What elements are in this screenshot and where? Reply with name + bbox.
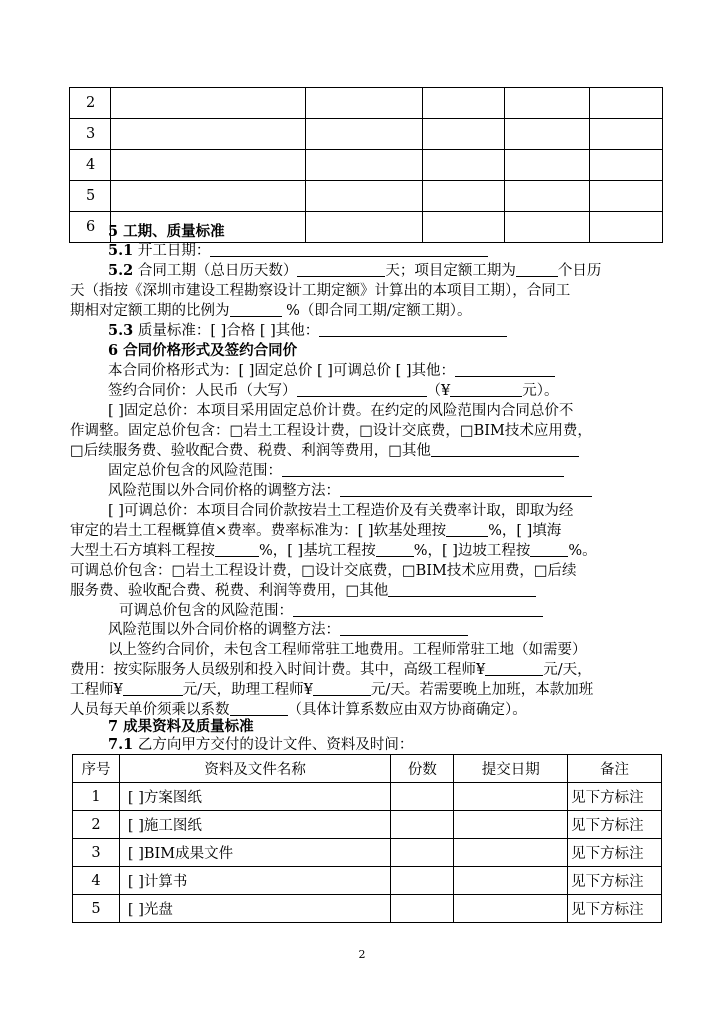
fixed-risk-line: 固定总价包含的风险范围： bbox=[0, 460, 724, 482]
column-header: 提交日期 bbox=[454, 755, 568, 783]
table-row bbox=[73, 839, 662, 867]
submit-date-cell bbox=[454, 839, 568, 867]
copies-cell bbox=[391, 783, 454, 811]
row-number: 6 bbox=[70, 212, 111, 243]
adj-line5: 服务费、验收配合费、税费、利润等费用，□其他 bbox=[0, 580, 724, 602]
top-table bbox=[69, 87, 663, 243]
total-days-blank[interactable] bbox=[297, 260, 385, 277]
table-row bbox=[70, 150, 663, 181]
column-header: 备注 bbox=[568, 755, 662, 783]
table-cell bbox=[305, 88, 423, 119]
document-name: [ ]光盘 bbox=[119, 895, 391, 923]
fixed-adjust-line: 风险范围以外合同价格的调整方法： bbox=[0, 480, 724, 502]
row-number: 4 bbox=[73, 867, 120, 895]
section6-heading: 6 合同价格形式及签约合同价 bbox=[108, 342, 298, 359]
amount-figure-blank[interactable] bbox=[450, 380, 522, 397]
extra-line1: 以上签约合同价，未包含工程师常驻工地费用。工程师常驻工地（如需要） bbox=[108, 642, 587, 658]
adj-line3: 大型土石方填料工程按 %，[ ]基坑工程按 %，[ ]边坡工程按 %。 bbox=[0, 540, 724, 562]
table-cell bbox=[110, 150, 305, 181]
extra-line2: 费用：按实际服务人员级别和投入时间计费。其中，高级工程师¥ 元/天， bbox=[0, 659, 724, 681]
row-number: 3 bbox=[73, 839, 120, 867]
extra-line3: 工程师¥ 元/天，助理工程师¥ 元/天。若需要晚上加班，本款加班 bbox=[0, 679, 724, 701]
column-header: 序号 bbox=[73, 755, 120, 783]
document-name: [ ]施工图纸 bbox=[119, 811, 391, 839]
table-row bbox=[73, 811, 662, 839]
adj-adjust-blank[interactable] bbox=[340, 619, 468, 636]
column-header: 份数 bbox=[391, 755, 454, 783]
table-cell bbox=[305, 181, 423, 212]
table-cell bbox=[110, 119, 305, 150]
adj-line1: [ ]可调总价：本项目合同价款按岩土工程造价及有关费率计取，即取为经 bbox=[108, 503, 574, 519]
sign-line: 签约合同价：人民币（大写） （¥ 元）。 bbox=[0, 380, 724, 402]
section5-heading: 5 工期、质量标准 bbox=[108, 223, 225, 240]
remark-cell: 见下方标注 bbox=[568, 895, 662, 923]
table-cell bbox=[505, 88, 590, 119]
table-cell bbox=[590, 88, 663, 119]
table-cell bbox=[590, 119, 663, 150]
table-row bbox=[70, 88, 663, 119]
form-line: 本合同价格形式为：[ ]固定总价 [ ]可调总价 [ ]其他： bbox=[0, 360, 724, 382]
table-row bbox=[70, 119, 663, 150]
remark-cell: 见下方标注 bbox=[568, 867, 662, 895]
assistant-rate-blank[interactable] bbox=[313, 679, 371, 696]
remark-cell: 见下方标注 bbox=[568, 811, 662, 839]
deliverables-table bbox=[72, 754, 662, 923]
submit-date-cell bbox=[454, 783, 568, 811]
document-name: [ ]计算书 bbox=[119, 867, 391, 895]
extra-line4: 人员每天单价须乘以系数 （具体计算系数应由双方协商确定）。 bbox=[0, 699, 724, 721]
pit-rate-blank[interactable] bbox=[376, 540, 414, 557]
form-other-blank[interactable] bbox=[455, 360, 555, 377]
s51-line: 5.1 开工日期： bbox=[0, 240, 724, 262]
table-cell bbox=[423, 119, 505, 150]
quota-days-blank[interactable] bbox=[516, 260, 558, 277]
s52-line2: 天（指按《深圳市建设工程勘察设计工期定额》计算出的本项目工期），合同工 bbox=[70, 283, 571, 299]
slope-rate-blank[interactable] bbox=[530, 540, 568, 557]
copies-cell bbox=[391, 867, 454, 895]
table-cell bbox=[305, 119, 423, 150]
row-number: 4 bbox=[70, 150, 111, 181]
soft-rate-blank[interactable] bbox=[446, 520, 488, 537]
document-name: [ ]BIM成果文件 bbox=[119, 839, 391, 867]
quality-other-blank[interactable] bbox=[319, 320, 507, 337]
senior-rate-blank[interactable] bbox=[485, 659, 543, 676]
submit-date-cell bbox=[454, 811, 568, 839]
table-cell bbox=[423, 88, 505, 119]
section7-heading: 7 成果资料及质量标准 bbox=[108, 718, 254, 735]
adj-line4: 可调总价包含：□岩土工程设计费，□设计交底费，□BIM技术应用费，□后续 bbox=[70, 563, 577, 579]
ratio-blank[interactable] bbox=[230, 300, 282, 317]
amount-words-blank[interactable] bbox=[297, 380, 427, 397]
fixed-risk-blank[interactable] bbox=[282, 460, 564, 477]
s52-line3: 期相对定额工期的比例为 %（即合同工期/定额工期）。 bbox=[0, 300, 724, 322]
start-date-blank[interactable] bbox=[210, 240, 488, 257]
engineer-rate-blank[interactable] bbox=[123, 679, 183, 696]
fill-rate-blank[interactable] bbox=[215, 540, 259, 557]
row-number: 2 bbox=[73, 811, 120, 839]
table-cell bbox=[305, 150, 423, 181]
table-row bbox=[73, 895, 662, 923]
page-number: 2 bbox=[358, 948, 366, 961]
remark-cell: 见下方标注 bbox=[568, 839, 662, 867]
s52-line: 5.2 合同工期（总日历天数） 天；项目定额工期为 个日历 bbox=[108, 262, 602, 279]
adj-risk-blank[interactable] bbox=[293, 600, 543, 617]
adj-risk-line: 可调总价包含的风险范围： bbox=[0, 600, 724, 622]
adj-other-blank[interactable] bbox=[388, 580, 536, 597]
row-number: 3 bbox=[70, 119, 111, 150]
table-cell bbox=[110, 88, 305, 119]
table-cell bbox=[505, 150, 590, 181]
fixed-line3: □后续服务费、验收配合费、税费、利润等费用，□其他 bbox=[0, 440, 724, 462]
fixed-adjust-blank[interactable] bbox=[340, 480, 592, 497]
table-row bbox=[70, 181, 663, 212]
row-number: 5 bbox=[73, 895, 120, 923]
table-cell bbox=[423, 181, 505, 212]
row-number: 5 bbox=[70, 181, 111, 212]
row-number: 2 bbox=[70, 88, 111, 119]
table-cell bbox=[505, 181, 590, 212]
document-name: [ ]方案图纸 bbox=[119, 783, 391, 811]
remark-cell: 见下方标注 bbox=[568, 783, 662, 811]
fixed-line1: [ ]固定总价：本项目采用固定总价计费。在约定的风险范围内合同总价不 bbox=[108, 403, 574, 419]
fixed-other-blank[interactable] bbox=[431, 440, 579, 457]
s53-line: 5.3 质量标准：[ ]合格 [ ]其他： bbox=[0, 320, 724, 342]
table-cell bbox=[505, 119, 590, 150]
copies-cell bbox=[391, 811, 454, 839]
table-cell bbox=[423, 150, 505, 181]
adj-line2: 审定的岩土工程概算值×费率。费率标准为：[ ]软基处理按 %，[ ]填海 bbox=[0, 520, 724, 542]
table-header-row bbox=[73, 755, 662, 783]
table-cell bbox=[110, 181, 305, 212]
table-cell bbox=[590, 150, 663, 181]
row-number: 1 bbox=[73, 783, 120, 811]
submit-date-cell bbox=[454, 867, 568, 895]
copies-cell bbox=[391, 839, 454, 867]
table-row bbox=[73, 783, 662, 811]
adj-adjust-line: 风险范围以外合同价格的调整方法： bbox=[0, 619, 724, 641]
table-cell bbox=[590, 181, 663, 212]
copies-cell bbox=[391, 895, 454, 923]
fixed-line2: 作调整。固定总价包含：□岩土工程设计费，□设计交底费，□BIM技术应用费， bbox=[70, 423, 592, 439]
column-header: 资料及文件名称 bbox=[119, 755, 391, 783]
s71-line: 7.1 乙方向甲方交付的设计文件、资料及时间： bbox=[108, 736, 414, 753]
overtime-factor-blank[interactable] bbox=[230, 699, 288, 716]
submit-date-cell bbox=[454, 895, 568, 923]
table-row bbox=[73, 867, 662, 895]
